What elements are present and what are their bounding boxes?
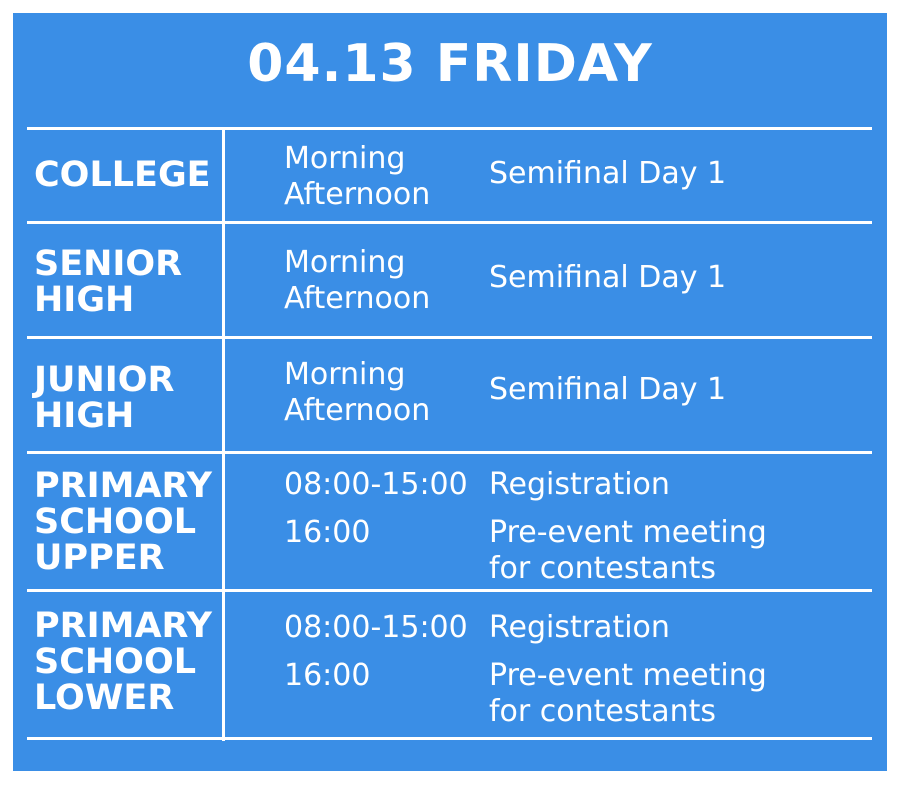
row-event: Pre-event meeting for contestants — [489, 515, 767, 586]
row-event: Semifinal Day 1 — [489, 156, 727, 191]
row-time: Morning — [284, 357, 406, 392]
row-event: Semifinal Day 1 — [489, 260, 727, 295]
row-time: 16:00 — [284, 658, 371, 693]
row-time: Afternoon — [284, 393, 431, 428]
column-divider — [222, 128, 225, 741]
row-time: Morning — [284, 141, 406, 176]
row-category: PRIMARY SCHOOL UPPER — [34, 466, 212, 578]
table-divider — [27, 451, 872, 454]
table-divider-top — [27, 127, 872, 130]
row-time: Afternoon — [284, 281, 431, 316]
row-event: Semifinal Day 1 — [489, 372, 727, 407]
row-time: Afternoon — [284, 177, 431, 212]
row-time: 08:00-15:00 — [284, 467, 468, 502]
schedule-title: 04.13 FRIDAY — [247, 34, 653, 94]
row-time: 16:00 — [284, 515, 371, 550]
row-event: Registration — [489, 610, 670, 645]
table-divider — [27, 589, 872, 592]
row-time: Morning — [284, 245, 406, 280]
row-event: Pre-event meeting for contestants — [489, 658, 767, 729]
row-category: SENIOR HIGH — [34, 244, 183, 320]
table-divider — [27, 221, 872, 224]
row-category: PRIMARY SCHOOL LOWER — [34, 606, 212, 718]
row-event: Registration — [489, 467, 670, 502]
row-category: JUNIOR HIGH — [34, 360, 175, 436]
table-divider — [27, 336, 872, 339]
row-category: COLLEGE — [34, 155, 211, 195]
row-time: 08:00-15:00 — [284, 610, 468, 645]
table-divider-bottom — [27, 737, 872, 740]
